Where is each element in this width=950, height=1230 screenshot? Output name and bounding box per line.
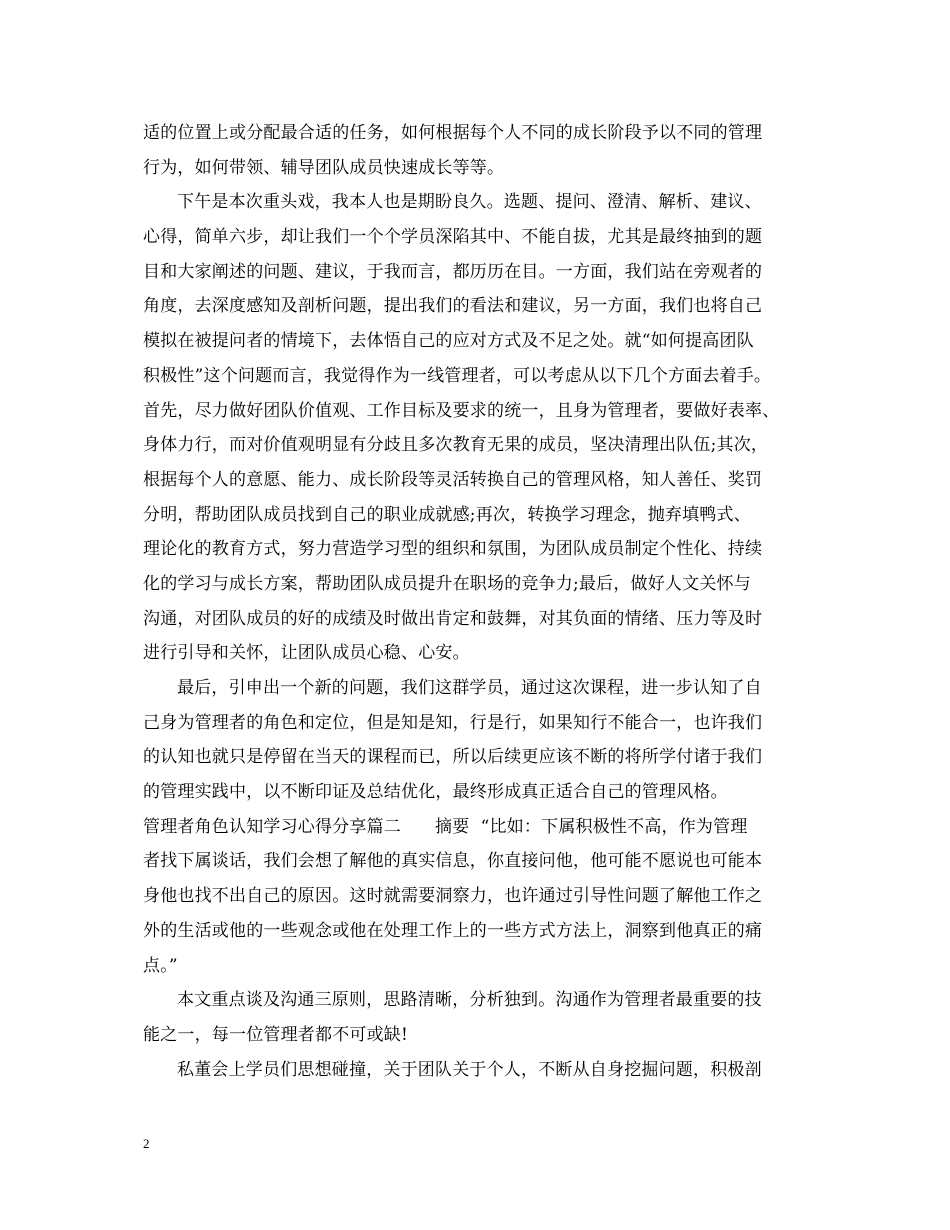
text-line: 进行引导和关怀，让团队成员心稳、心安。 <box>143 643 470 664</box>
text-line: 的认知也就只是停留在当天的课程而已，所以后续更应该不断的将所学付诸于我们 <box>143 747 763 768</box>
text-line: 身体力行，而对价值观明显有分歧且多次教育无果的成员，坚决清理出队伍;其次， <box>143 435 769 456</box>
text-line: 积极性”这个问题而言，我觉得作为一线管理者，可以考虑从以下几个方面去着手。 <box>143 365 772 386</box>
text-line: 化的学习与成长方案，帮助团队成员提升在职场的竞争力;最后，做好人文关怀与 <box>143 573 751 594</box>
document-body <box>143 116 815 1087</box>
text-line: 分明，帮助团队成员找到自己的职业成就感;再次，转换学习理念，抛弃填鸭式、 <box>143 504 751 525</box>
text-line: 沟通，对团队成员的好的成绩及时做出肯定和鼓舞，对其负面的情绪、压力等及时 <box>143 608 763 629</box>
abstract-text: “比如：下属积极性不高，作为管理 <box>480 816 748 837</box>
article-title: 管理者角色认知学习心得分享篇二 <box>143 816 401 837</box>
text-line: 能之一，每一位管理者都不可或缺! <box>143 1024 409 1045</box>
text-line: 点。” <box>143 955 178 976</box>
text-line: 者找下属谈话，我们会想了解他的真实信息，你直接问他，他可能不愿说也可能本 <box>143 851 763 872</box>
text-line: 最后，引申出一个新的问题，我们这群学员，通过这次课程，进一步认知了自 <box>177 678 762 698</box>
section-heading-line <box>143 810 815 845</box>
text-line: 外的生活或他的一些观念或他在处理工作上的一些方式方法上，洞察到他真正的痛 <box>143 920 763 941</box>
text-line: 身他也找不出自己的原因。这时就需要洞察力，也许通过引导性问题了解他工作之 <box>143 886 763 907</box>
text-line: 己身为管理者的角色和定位，但是知是知，行是行，如果知行不能合一，也许我们 <box>143 712 763 733</box>
text-line: 目和大家阐述的问题、建议，于我而言，都历历在目。一方面，我们站在旁观者的 <box>143 261 763 282</box>
text-line: 模拟在被提问者的情境下，去体悟自己的应对方式及不足之处。就“如何提高团队 <box>143 331 754 352</box>
text-line: 本文重点谈及沟通三原则，思路清晰，分析独到。沟通作为管理者最重要的技 <box>177 990 762 1011</box>
text-line: 的管理实践中，以不断印证及总结优化，最终形成真正适合自己的管理风格。 <box>143 782 728 803</box>
text-line: 行为，如何带领、辅导团队成员快速成长等等。 <box>143 157 505 178</box>
text-line: 下午是本次重头戏，我本人也是期盼良久。选题、提问、澄清、解析、建议、 <box>177 192 762 213</box>
text-line: 适的位置上或分配最合适的任务，如何根据每个人不同的成长阶段予以不同的管理 <box>143 123 763 143</box>
text-line: 理论化的教育方式，努力营造学习型的组织和氛围，为团队成员制定个性化、持续 <box>143 539 763 560</box>
text-line: 根据每个人的意愿、能力、成长阶段等灵活转换自己的管理风格，知人善任、奖罚 <box>143 469 763 490</box>
text-line: 私董会上学员们思想碰撞，关于团队关于个人，不断从自身挖掘问题，积极剖 <box>177 1059 762 1080</box>
text-line: 角度，去深度感知及剖析问题，提出我们的看法和建议，另一方面，我们也将自己 <box>143 296 763 317</box>
text-line: 心得，简单六步，却让我们一个个学员深陷其中、不能自拔，尤其是最终抽到的题 <box>143 227 763 248</box>
abstract-label: 摘要 <box>435 816 470 837</box>
page-number: 2 <box>143 1136 150 1151</box>
text-line: 首先，尽力做好团队价值观、工作目标及要求的统一，且身为管理者，要做好表率、 <box>143 400 780 421</box>
